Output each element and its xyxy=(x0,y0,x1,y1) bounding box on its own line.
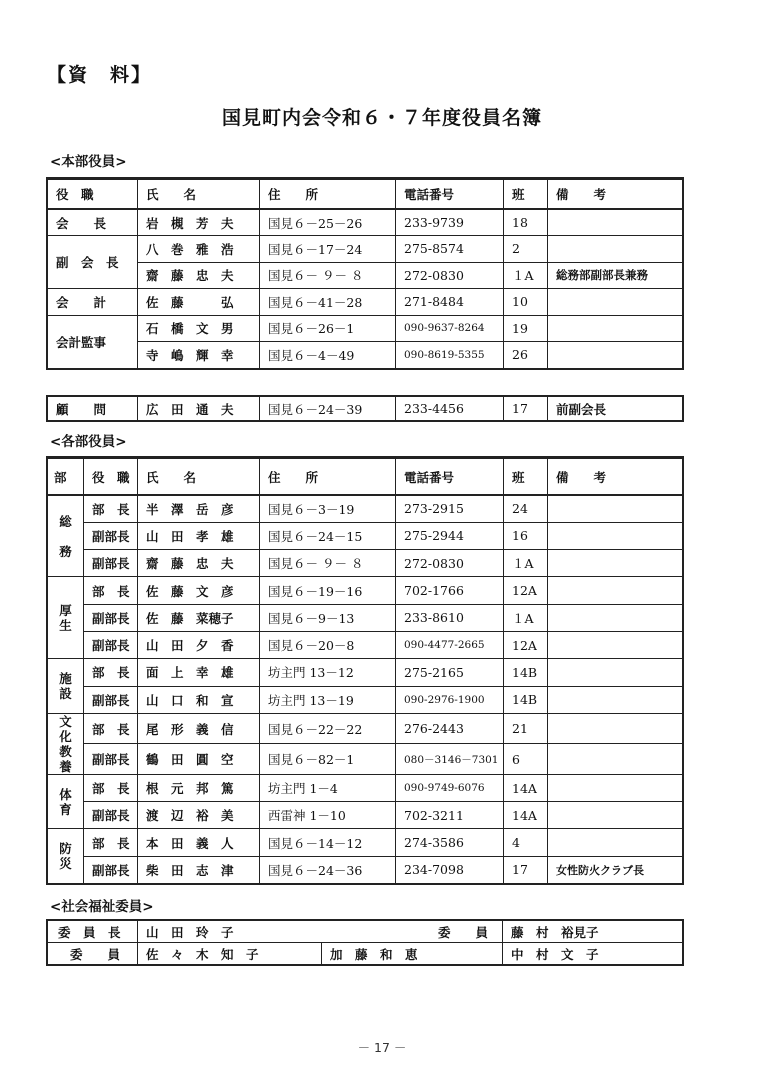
kakubu-table xyxy=(47,457,683,884)
phone-cell: 272-0830 xyxy=(396,550,504,577)
phone-cell: 274-3586 xyxy=(396,829,504,856)
note-cell xyxy=(548,289,683,316)
document-heading: 【資 料】 xyxy=(47,64,153,86)
header-cell: 班 xyxy=(504,179,548,209)
phone-cell: 080－3146－7301 xyxy=(396,744,504,775)
note-cell xyxy=(548,315,683,342)
role-cell: 副部長 xyxy=(84,744,138,775)
header-cell: 住 所 xyxy=(260,179,396,209)
name-cell: 本 田 義 人 xyxy=(138,829,260,856)
header-cell: 電話番号 xyxy=(396,458,504,495)
note-cell xyxy=(548,631,683,658)
phone-cell: 090-2976-1900 xyxy=(396,686,504,713)
phone-cell: 273-2915 xyxy=(396,495,504,522)
address-cell: 国見６－20－8 xyxy=(260,631,396,658)
han-cell: 18 xyxy=(504,209,548,236)
fukushi-member-3: 中 村 文 子 xyxy=(503,943,683,965)
address-cell: 坊主門 13－12 xyxy=(260,659,396,686)
header-cell: 住 所 xyxy=(260,458,396,495)
han-cell: 2 xyxy=(504,236,548,263)
address-cell: 国見６－82－1 xyxy=(260,744,396,775)
han-cell: 14B xyxy=(504,659,548,686)
role-cell: 会計監事 xyxy=(48,315,138,368)
phone-cell: 271-8484 xyxy=(396,289,504,316)
phone-cell: 233-8610 xyxy=(396,604,504,631)
table-row xyxy=(48,522,683,549)
address-cell: 国見６－24－36 xyxy=(260,856,396,883)
address-cell: 坊主門 1－4 xyxy=(260,774,396,801)
fukushi-table xyxy=(47,920,683,965)
name-cell: 鶴 田 圓 空 xyxy=(138,744,260,775)
table-row xyxy=(48,744,683,775)
fukushi-chair-name: 山 田 玲 子 xyxy=(138,921,414,943)
note-cell xyxy=(548,342,683,369)
han-cell: 12A xyxy=(504,577,548,604)
table-row xyxy=(48,342,683,369)
role-cell: 副部長 xyxy=(84,856,138,883)
role-cell: 会 長 xyxy=(48,209,138,236)
role-cell: 副部長 xyxy=(84,631,138,658)
header-cell: 備 考 xyxy=(548,179,683,209)
name-cell: 山 田 夕 香 xyxy=(138,631,260,658)
address-cell: 国見６－41－28 xyxy=(260,289,396,316)
role-cell: 会 計 xyxy=(48,289,138,316)
note-cell xyxy=(548,577,683,604)
table-row xyxy=(48,802,683,829)
han-cell: 4 xyxy=(504,829,548,856)
phone-cell: 090-8619-5355 xyxy=(396,342,504,369)
page-title: 国見町内会令和６・７年度役員名簿 xyxy=(221,107,542,129)
name-cell: 尾 形 義 信 xyxy=(138,713,260,744)
name-cell: 山 口 和 宣 xyxy=(138,686,260,713)
role-cell: 部 長 xyxy=(84,495,138,522)
address-cell: 国見６－ ９－ ８ xyxy=(260,550,396,577)
advisor-role-cell: 顧 問 xyxy=(48,397,138,421)
phone-cell: 276-2443 xyxy=(396,713,504,744)
section-fukushi: <社会福祉委員> xyxy=(50,899,154,915)
advisor-address-cell: 国見６－24－39 xyxy=(260,397,396,421)
name-cell: 齋 藤 忠 夫 xyxy=(138,550,260,577)
name-cell: 八 巻 雅 浩 xyxy=(138,236,260,263)
role-cell: 副 会 長 xyxy=(48,236,138,289)
phone-cell: 090-9749-6076 xyxy=(396,774,504,801)
phone-cell: 275-8574 xyxy=(396,236,504,263)
han-cell: 21 xyxy=(504,713,548,744)
address-cell: 西雷神 1－10 xyxy=(260,802,396,829)
table-row xyxy=(48,289,683,316)
header-cell: 備 考 xyxy=(548,458,683,495)
fukushi-members-label: 委 員 xyxy=(48,943,138,965)
note-cell xyxy=(548,829,683,856)
department-cell: 防 災 xyxy=(48,829,84,884)
note-cell xyxy=(548,713,683,744)
address-cell: 国見６－24－15 xyxy=(260,522,396,549)
phone-cell: 702-1766 xyxy=(396,577,504,604)
note-cell xyxy=(548,550,683,577)
address-cell: 国見６－3－19 xyxy=(260,495,396,522)
phone-cell: 090-4477-2665 xyxy=(396,631,504,658)
name-cell: 齋 藤 忠 夫 xyxy=(138,262,260,289)
name-cell: 山 田 孝 雄 xyxy=(138,522,260,549)
note-cell xyxy=(548,236,683,263)
table-row xyxy=(48,774,683,801)
phone-cell: 090-9637-8264 xyxy=(396,315,504,342)
han-cell: 24 xyxy=(504,495,548,522)
table-row xyxy=(48,495,683,522)
role-cell: 部 長 xyxy=(84,577,138,604)
phone-cell: 233-9739 xyxy=(396,209,504,236)
note-cell xyxy=(548,774,683,801)
address-cell: 国見６－14－12 xyxy=(260,829,396,856)
address-cell: 坊主門 13－19 xyxy=(260,686,396,713)
header-cell: 電話番号 xyxy=(396,179,504,209)
han-cell: 6 xyxy=(504,744,548,775)
table-row xyxy=(48,631,683,658)
name-cell: 石 橋 文 男 xyxy=(138,315,260,342)
table-row xyxy=(48,713,683,744)
note-cell xyxy=(548,802,683,829)
name-cell: 柴 田 志 津 xyxy=(138,856,260,883)
advisor-han-cell: 17 xyxy=(504,397,548,421)
fukushi-member-right: 藤 村 裕見子 xyxy=(503,921,683,943)
han-cell: １A xyxy=(504,604,548,631)
header-cell: 氏 名 xyxy=(138,179,260,209)
department-cell: 総 務 xyxy=(48,495,84,577)
address-cell: 国見６－9－13 xyxy=(260,604,396,631)
header-cell: 役 職 xyxy=(48,179,138,209)
page-number: － 17 － xyxy=(357,1040,407,1055)
address-cell: 国見６－ ９－ ８ xyxy=(260,262,396,289)
table-row xyxy=(48,686,683,713)
advisor-table xyxy=(47,396,683,421)
name-cell: 佐 藤 菜穂子 xyxy=(138,604,260,631)
table-row xyxy=(48,659,683,686)
table-row xyxy=(48,236,683,263)
address-cell: 国見６－17－24 xyxy=(260,236,396,263)
han-cell: 17 xyxy=(504,856,548,883)
address-cell: 国見６－19－16 xyxy=(260,577,396,604)
table-row xyxy=(48,550,683,577)
name-cell: 半 澤 岳 彦 xyxy=(138,495,260,522)
han-cell: 10 xyxy=(504,289,548,316)
phone-cell: 234-7098 xyxy=(396,856,504,883)
role-cell: 部 長 xyxy=(84,774,138,801)
table-row xyxy=(48,856,683,883)
role-cell: 副部長 xyxy=(84,802,138,829)
name-cell: 佐 藤 文 彦 xyxy=(138,577,260,604)
phone-cell: 275-2944 xyxy=(396,522,504,549)
table-row xyxy=(48,577,683,604)
note-cell: 女性防火クラブ長 xyxy=(548,856,683,883)
advisor-name-cell: 広 田 通 夫 xyxy=(138,397,260,421)
name-cell: 面 上 幸 雄 xyxy=(138,659,260,686)
role-cell: 副部長 xyxy=(84,522,138,549)
department-cell: 文 化 教 養 xyxy=(48,713,84,774)
role-cell: 副部長 xyxy=(84,604,138,631)
phone-cell: 702-3211 xyxy=(396,802,504,829)
name-cell: 佐 藤 弘 xyxy=(138,289,260,316)
advisor-note-cell: 前副会長 xyxy=(548,397,683,421)
role-cell: 部 長 xyxy=(84,659,138,686)
han-cell: 19 xyxy=(504,315,548,342)
role-cell: 副部長 xyxy=(84,550,138,577)
fukushi-member-label-right: 委 員 xyxy=(414,921,503,943)
address-cell: 国見６－25－26 xyxy=(260,209,396,236)
header-cell: 班 xyxy=(504,458,548,495)
han-cell: 14A xyxy=(504,774,548,801)
header-cell: 役 職 xyxy=(84,458,138,495)
han-cell: １A xyxy=(504,550,548,577)
fukushi-member-2: 加 藤 和 恵 xyxy=(322,943,503,965)
header-cell: 氏 名 xyxy=(138,458,260,495)
role-cell: 部 長 xyxy=(84,829,138,856)
department-cell: 厚 生 xyxy=(48,577,84,659)
name-cell: 根 元 邦 篤 xyxy=(138,774,260,801)
fukushi-chair-label: 委 員 長 xyxy=(48,921,138,943)
name-cell: 寺 嶋 輝 幸 xyxy=(138,342,260,369)
role-cell: 副部長 xyxy=(84,686,138,713)
han-cell: 14A xyxy=(504,802,548,829)
han-cell: 26 xyxy=(504,342,548,369)
note-cell xyxy=(548,604,683,631)
header-cell: 部 xyxy=(48,458,84,495)
note-cell xyxy=(548,495,683,522)
han-cell: 16 xyxy=(504,522,548,549)
note-cell xyxy=(548,659,683,686)
han-cell: 14B xyxy=(504,686,548,713)
fukushi-member-1: 佐 々 木 知 子 xyxy=(138,943,322,965)
han-cell: １A xyxy=(504,262,548,289)
address-cell: 国見６－4－49 xyxy=(260,342,396,369)
note-cell xyxy=(548,209,683,236)
advisor-phone-cell: 233-4456 xyxy=(396,397,504,421)
table-row xyxy=(48,209,683,236)
honbu-table xyxy=(47,178,683,369)
note-cell xyxy=(548,686,683,713)
table-row xyxy=(48,315,683,342)
name-cell: 岩 槻 芳 夫 xyxy=(138,209,260,236)
name-cell: 渡 辺 裕 美 xyxy=(138,802,260,829)
phone-cell: 272-0830 xyxy=(396,262,504,289)
section-honbu: <本部役員> xyxy=(50,154,127,170)
phone-cell: 275-2165 xyxy=(396,659,504,686)
table-row xyxy=(48,262,683,289)
note-cell xyxy=(548,744,683,775)
role-cell: 部 長 xyxy=(84,713,138,744)
table-row xyxy=(48,829,683,856)
note-cell: 総務部副部長兼務 xyxy=(548,262,683,289)
department-cell: 施 設 xyxy=(48,659,84,714)
han-cell: 12A xyxy=(504,631,548,658)
department-cell: 体 育 xyxy=(48,774,84,829)
address-cell: 国見６－22－22 xyxy=(260,713,396,744)
section-kakubu: <各部役員> xyxy=(50,434,127,450)
note-cell xyxy=(548,522,683,549)
table-row xyxy=(48,604,683,631)
address-cell: 国見６－26－1 xyxy=(260,315,396,342)
